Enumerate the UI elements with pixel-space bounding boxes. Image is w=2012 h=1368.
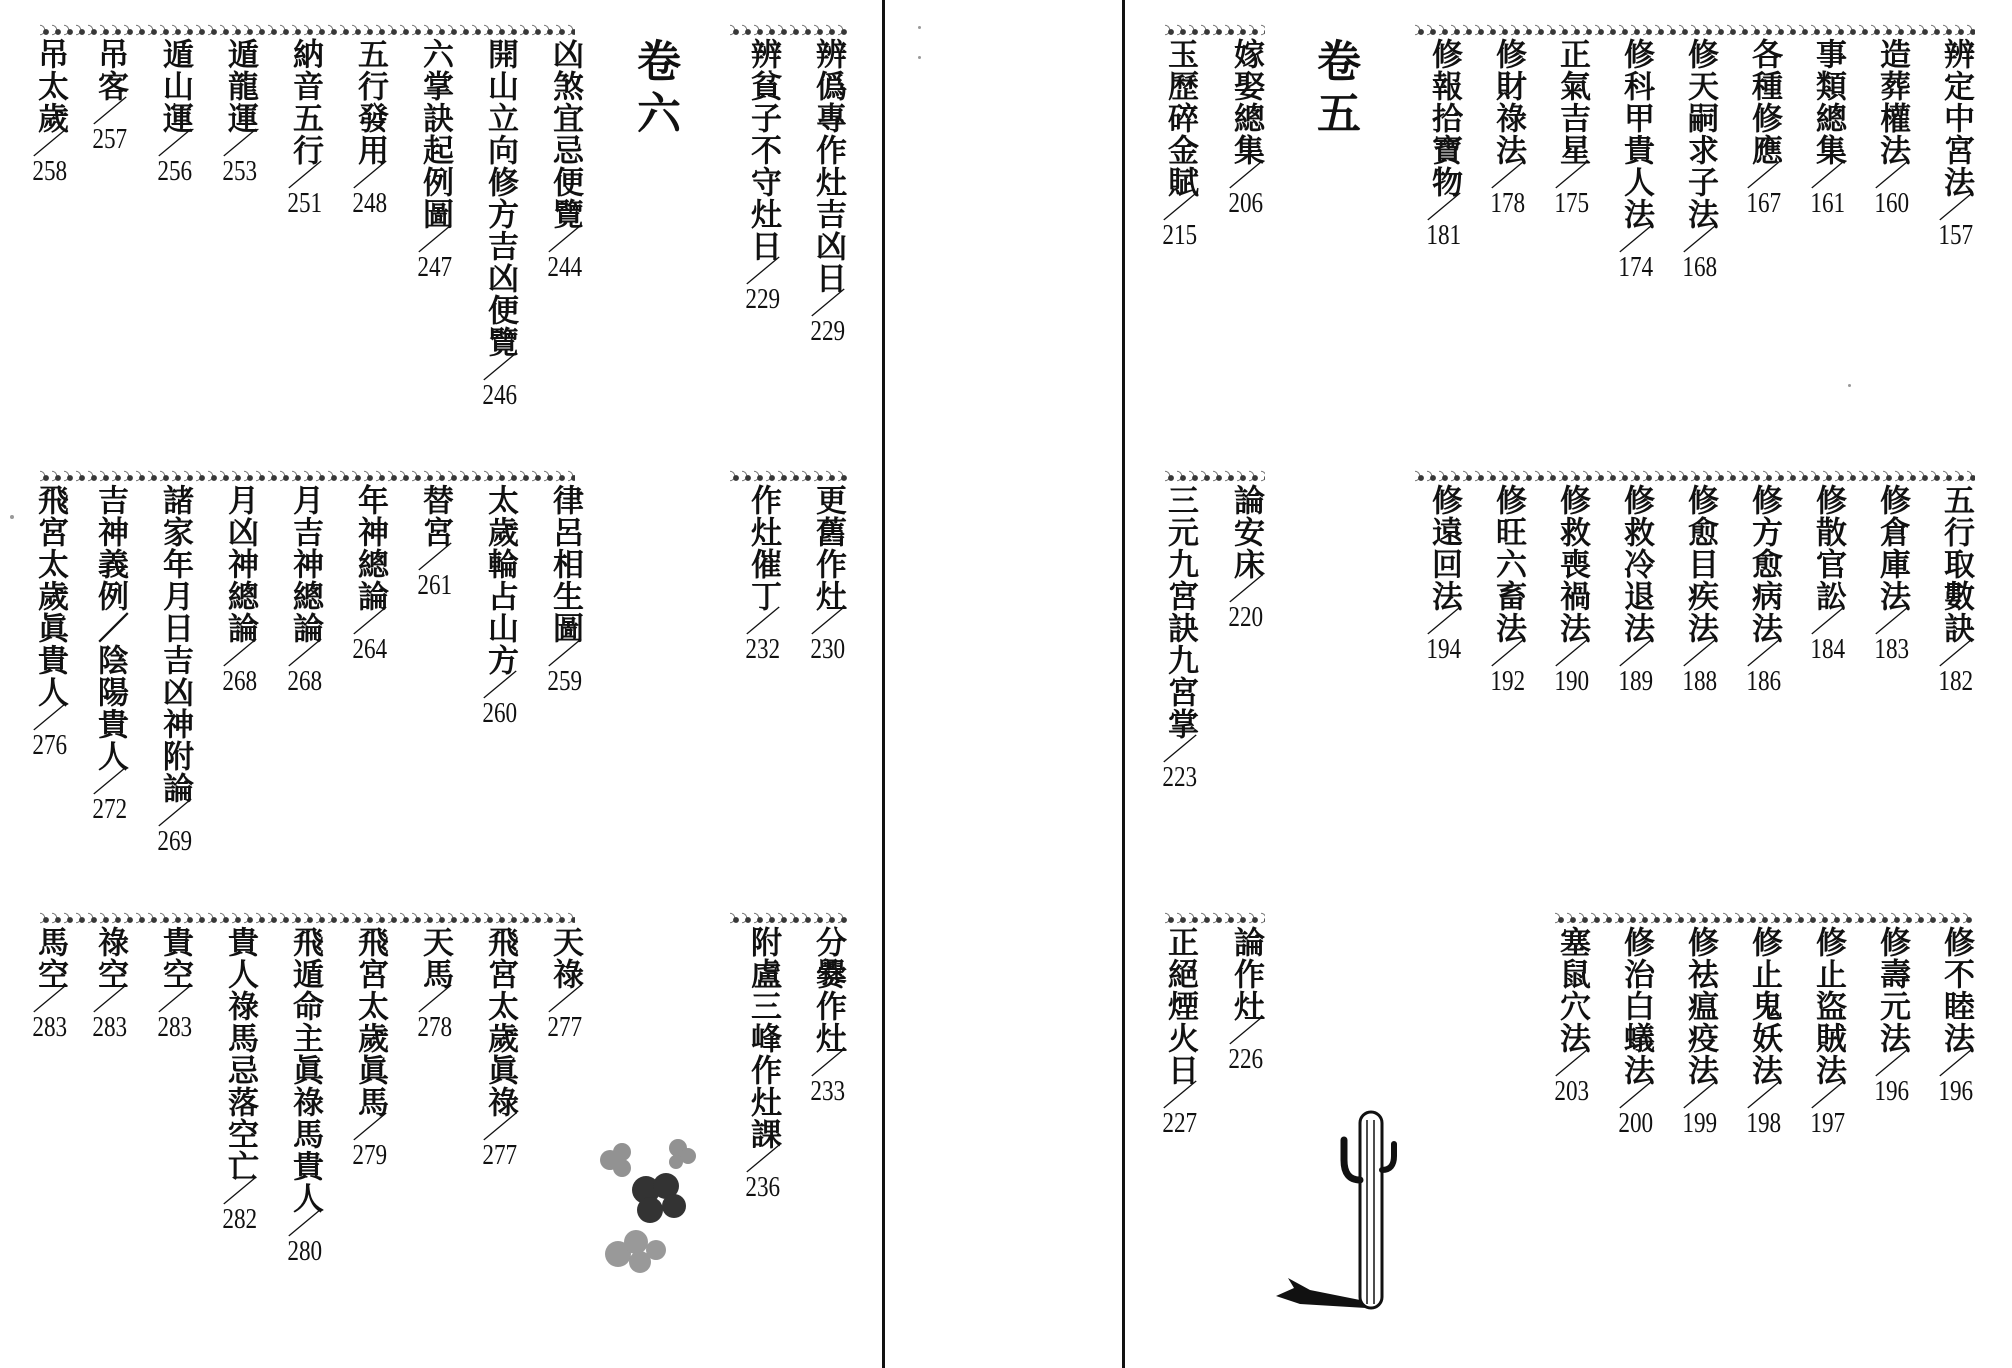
toc-entry[interactable]: 諸家年月日吉凶神附論 ／ 269 [157,484,193,857]
toc-entry[interactable]: 凶煞宜忌便覽 ／ 244 [547,38,583,283]
toc-entry[interactable]: 修愈目疾法 ／ 188 [1682,484,1718,697]
toc-entry[interactable]: 修止盜賊法 ／ 197 [1810,926,1846,1139]
toc-entry[interactable]: 修止鬼妖法 ／ 198 [1746,926,1782,1139]
toc-entry[interactable]: 祿空 ／ 283 [92,926,128,1043]
toc-entry[interactable]: 替宮 ／ 261 [417,484,453,601]
toc-entry[interactable]: 五行取數訣 ／ 182 [1938,484,1974,697]
scan-speck [918,26,921,29]
toc-entry[interactable]: 附盧三峰作灶課 ／ 236 [745,926,781,1203]
toc-entry[interactable]: 正氣吉星 ／ 175 [1554,38,1590,219]
toc-entry[interactable]: 天祿 ／ 277 [547,926,583,1043]
toc-entry[interactable]: 各種修應 ／ 167 [1746,38,1782,219]
toc-entry[interactable]: 納音五行 ／ 251 [287,38,323,219]
toc-entry[interactable]: 修財祿法 ／ 178 [1490,38,1526,219]
toc-entry[interactable]: 月吉神總論 ／ 268 [287,484,323,697]
toc-entry[interactable]: 正絕煙火日 ／ 227 [1162,926,1198,1139]
toc-entry[interactable]: 辨僞專作灶吉凶日 ／ 229 [810,38,846,347]
toc-entry[interactable]: 更舊作灶 ／ 230 [810,484,846,665]
toc-entry[interactable]: 遁山運 ／ 256 [157,38,193,187]
toc-entry[interactable]: 貴空 ／ 283 [157,926,193,1043]
toc-entry[interactable]: 分爨作灶 ／ 233 [810,926,846,1107]
volume-title-left: 卷六 [629,38,680,142]
toc-entry[interactable]: 律呂相生圖 ／ 259 [547,484,583,697]
toc-entry[interactable]: 修倉庫法 ／ 183 [1874,484,1910,665]
toc-entry[interactable]: 論作灶 ／ 226 [1228,926,1264,1075]
toc-entry[interactable]: 修散官訟 ／ 184 [1810,484,1846,665]
toc-entry[interactable]: 修天嗣求子法 ／ 168 [1682,38,1718,283]
deco-rule [730,24,848,36]
toc-entry[interactable]: 修治白蟻法 ／ 200 [1618,926,1654,1139]
toc-entry[interactable]: 論安床 ／ 220 [1228,484,1264,633]
toc-entry[interactable]: 修科甲貴人法 ／ 174 [1618,38,1654,283]
deco-rule [1415,470,1975,482]
toc-entry[interactable]: 馬空 ／ 283 [32,926,68,1043]
toc-entry[interactable]: 飛宮太歲眞馬 ／ 279 [352,926,388,1171]
toc-entry[interactable]: 作灶催丁 ／ 232 [745,484,781,665]
toc-entry[interactable]: 事類總集 ／ 161 [1810,38,1846,219]
deco-rule [730,470,848,482]
toc-entry[interactable]: 年神總論 ／ 264 [352,484,388,665]
cactus-decoration [1270,1100,1400,1320]
left-page-border [882,0,885,1368]
deco-rule [1415,24,1975,36]
toc-entry[interactable]: 修救冷退法 ／ 189 [1618,484,1654,697]
toc-entry[interactable]: 六掌訣起例圖 ／ 247 [417,38,453,283]
toc-entry[interactable]: 開山立向修方吉凶便覽 ／ 246 [482,38,518,411]
toc-entry[interactable]: 修旺六畜法 ／ 192 [1490,484,1526,697]
toc-entry[interactable]: 辨定中宮法 ／ 157 [1938,38,1974,251]
toc-entry[interactable]: 修方愈病法 ／ 186 [1746,484,1782,697]
toc-entry[interactable]: 修不睦法 ／ 196 [1938,926,1974,1107]
volume-title-right: 卷五 [1309,38,1360,142]
toc-entry[interactable]: 飛宮太歲眞祿 ／ 277 [482,926,518,1171]
clover-decoration [588,1130,718,1290]
toc-entry[interactable]: 玉歷碎金賦 ／ 215 [1162,38,1198,251]
toc-entry[interactable]: 五行發用 ／ 248 [352,38,388,219]
toc-entry[interactable]: 修遠回法 ／ 194 [1426,484,1462,665]
toc-entry[interactable]: 塞鼠穴法 ／ 203 [1554,926,1590,1107]
toc-entry[interactable]: 辨貧子不守灶日 ／ 229 [745,38,781,315]
scan-speck [10,515,14,519]
deco-rule [1165,470,1265,482]
toc-entry[interactable]: 修祛瘟疫法 ／ 199 [1682,926,1718,1139]
toc-entry[interactable]: 吊太歲 ／ 258 [32,38,68,187]
toc-entry[interactable]: 修壽元法 ／ 196 [1874,926,1910,1107]
toc-entry[interactable]: 飛遁命主眞祿馬貴人 ／ 280 [287,926,323,1267]
toc-entry[interactable]: 吉神義例／陰陽貴人 ／ 272 [92,484,128,825]
toc-entry[interactable]: 太歲輪占山方 ／ 260 [482,484,518,729]
toc-entry[interactable]: 造葬權法 ／ 160 [1874,38,1910,219]
toc-entry[interactable]: 月凶神總論 ／ 268 [222,484,258,697]
toc-entry[interactable]: 天馬 ／ 278 [417,926,453,1043]
deco-rule [40,912,575,924]
toc-entry[interactable]: 嫁娶總集 ／ 206 [1228,38,1264,219]
scan-speck [1848,384,1851,387]
deco-rule [1555,912,1975,924]
toc-entry[interactable]: 修報拾寶物 ／ 181 [1426,38,1462,251]
deco-rule [40,24,575,36]
toc-entry[interactable]: 三元九宮訣九宮掌 ／ 223 [1162,484,1198,793]
deco-rule [1165,912,1265,924]
toc-entry[interactable]: 貴人祿馬忌落空亡 ／ 282 [222,926,258,1235]
deco-rule [40,470,575,482]
toc-entry[interactable]: 修救喪禍法 ／ 190 [1554,484,1590,697]
scan-speck [918,56,921,59]
toc-entry[interactable]: 遁龍運 ／ 253 [222,38,258,187]
deco-rule [1165,24,1265,36]
toc-entry[interactable]: 飛宮太歲眞貴人 ／ 276 [32,484,68,761]
deco-rule [730,912,848,924]
toc-entry[interactable]: 吊客 ／ 257 [92,38,128,155]
right-page-border [1122,0,1125,1368]
